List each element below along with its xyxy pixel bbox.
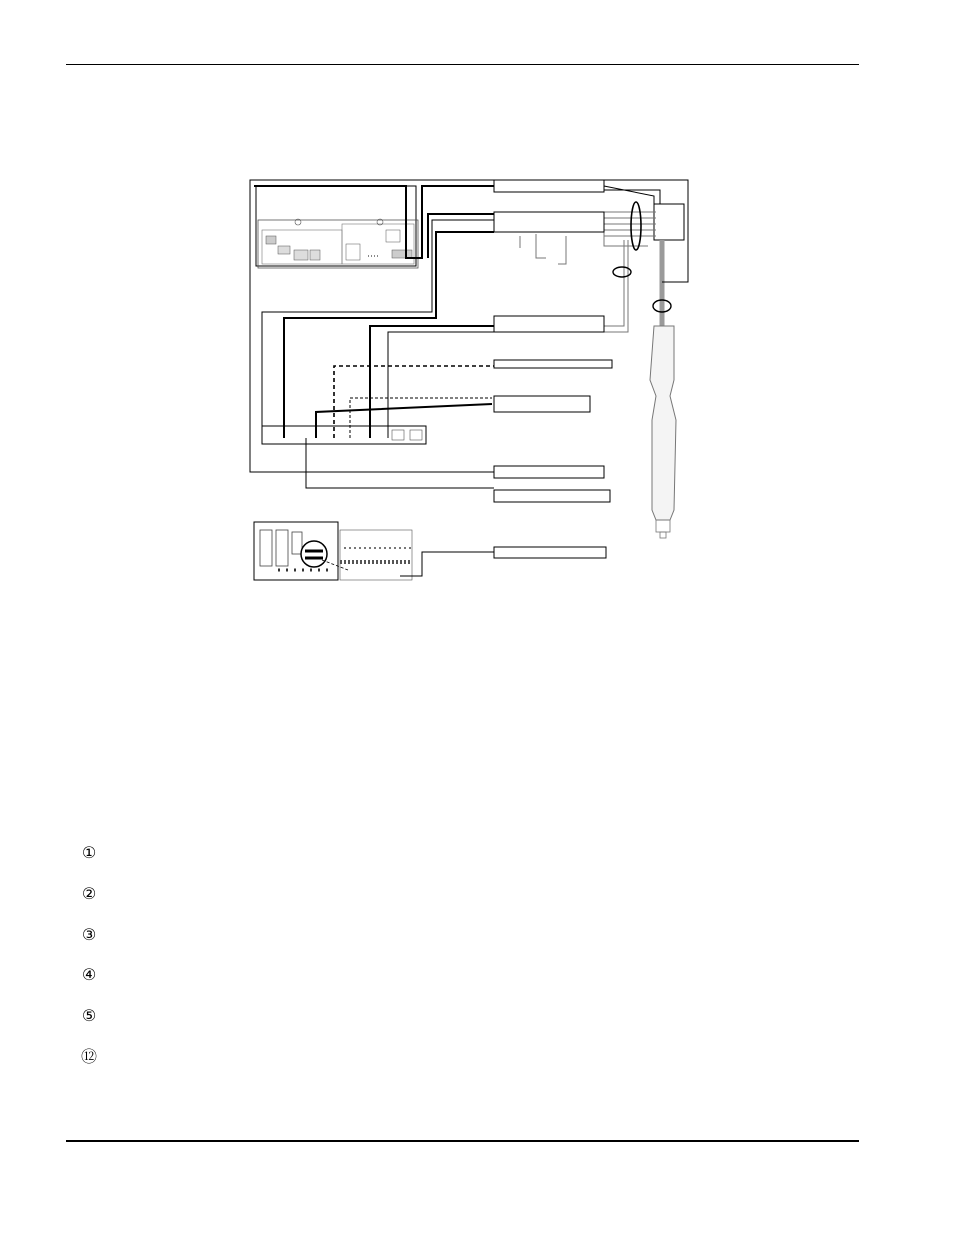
legend-item <box>80 966 98 984</box>
footer-rule <box>66 1140 859 1142</box>
legend-marker: ① <box>81 843 97 862</box>
callout-box <box>494 316 604 332</box>
legend-marker: ⑤ <box>81 1006 97 1025</box>
callout-box <box>494 212 604 232</box>
control-board <box>256 186 418 268</box>
legend-item <box>80 1048 98 1066</box>
cable-bundle-ring <box>631 202 641 250</box>
callout-box <box>494 466 604 478</box>
callout-box <box>494 180 604 192</box>
torch-cable <box>650 204 684 538</box>
legend-item <box>80 1007 98 1025</box>
callout-box <box>494 360 612 368</box>
legend-marker: ④ <box>81 965 97 984</box>
legend-item <box>80 926 98 944</box>
legend-item <box>80 885 98 903</box>
terminal-strip <box>262 426 426 444</box>
callout-box <box>494 396 590 412</box>
wiring <box>250 180 688 576</box>
legend-marker: ③ <box>81 925 97 944</box>
callout-box <box>494 547 606 558</box>
callout-box <box>494 490 610 502</box>
legend-marker: ② <box>81 884 97 903</box>
callout-boxes <box>494 180 612 558</box>
power-board <box>254 522 412 580</box>
legend-item <box>80 844 98 862</box>
legend-marker: ⑫ <box>80 1047 97 1066</box>
